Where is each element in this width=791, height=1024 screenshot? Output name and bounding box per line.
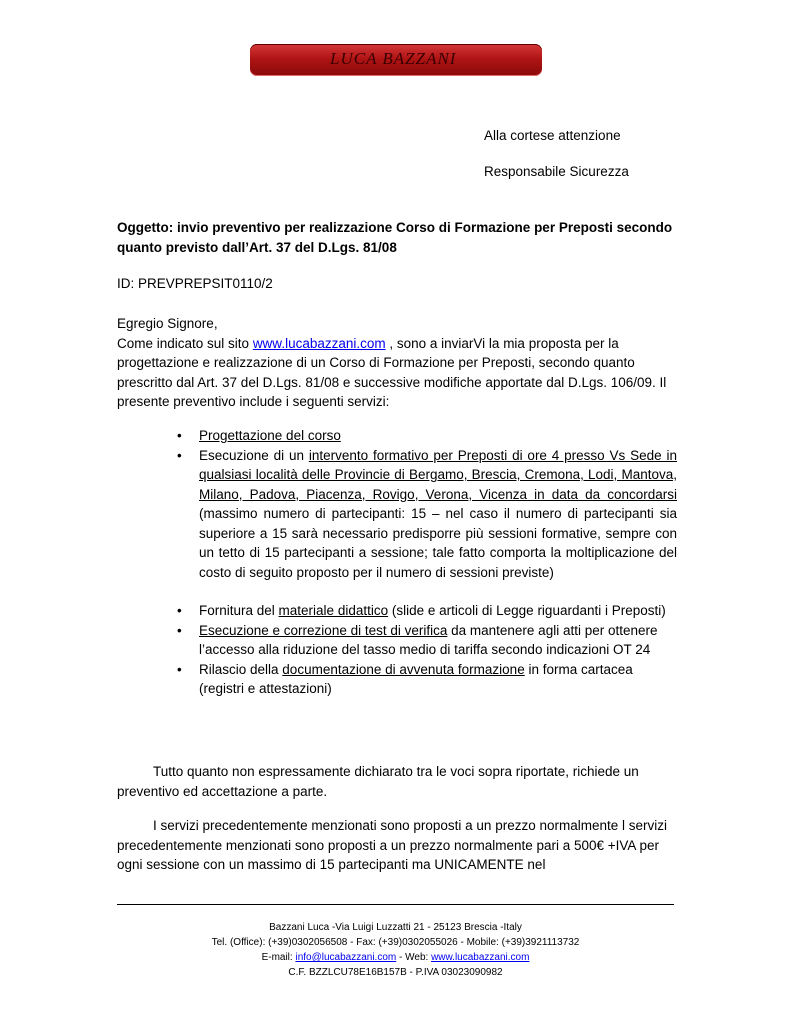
bullet-icon: • [177, 447, 182, 463]
bullet-icon: • [177, 603, 182, 618]
list-item [117, 660, 677, 699]
list-item-text: (slide e articoli di Legge riguardanti i Preposti) [388, 603, 666, 618]
intro-paragraph [117, 314, 677, 412]
email-link[interactable]: info@lucabazzani.com [295, 952, 397, 963]
footer-email-label: E-mail: [261, 952, 296, 963]
list-item-underlined: Esecuzione e correzione di test di verifica [199, 622, 448, 638]
footer-address: Bazzani Luca -Via Luigi Luzzatti 21 - 25123 Brescia -Italy [269, 922, 522, 933]
intro-text [117, 334, 677, 412]
document-id: ID: PREVPREPSIT0110/2 [117, 276, 273, 291]
extra-services-paragraph: Tutto quanto non espressamente dichiarato tra le voci sopra riportate, richiede un preventivo ed accettazione a parte. [117, 764, 639, 799]
intro-before-link: Come indicato sul sito [117, 335, 253, 351]
bullet-icon: • [177, 622, 182, 638]
intro-after-link: , sono a inviarVi la mia proposta per la progettazione e realizzazione di un Corso di Formazione per Preposti, secondo quanto prescritto dal Art. 37 del D.Lgs. 81/08 e successive modifiche apportate dal D.Lgs. 106/09. Il presente preventivo include i seguenti servizi: [117, 335, 667, 409]
list-item-text: Fornitura del [199, 603, 279, 618]
list-item-underlined: Progettazione del corso [199, 428, 341, 443]
list-item-text: in forma cartacea (registri e attestazioni) [199, 661, 633, 696]
footer-website-link[interactable]: www.lucabazzani.com [431, 952, 530, 963]
bullet-icon: • [177, 428, 182, 443]
list-item [117, 446, 677, 583]
footer-tax-codes: C.F. BZZLCU78E16B157B - P.IVA 03023090982 [288, 967, 503, 978]
logo-text: LUCA BAZZANI [330, 49, 457, 68]
recipient-line-2: Responsabile Sicurezza [484, 164, 629, 179]
list-item-underlined: materiale didattico [278, 603, 389, 618]
list-item-text: Rilascio della [199, 661, 283, 677]
list-item-text: da mantenere agli atti per ottenere l’accesso alla riduzione del tasso medio di tariffa secondo indicazioni OT 24 [199, 622, 658, 657]
bullet-icon: • [177, 661, 182, 677]
recipient-line-1: Alla cortese attenzione [484, 128, 621, 143]
list-item [117, 601, 677, 621]
footer [117, 920, 674, 980]
logo-banner [250, 44, 542, 76]
list-item-underlined: intervento formativo per Preposti di ore 4 presso Vs Sede in qualsiasi località delle Provincie di Bergamo, Brescia, Cremona, Lodi, Mantova, Milano, Padova, Piacenza, Rovigo, Verona, Vicenza in data da concordarsi [199, 447, 677, 502]
list-item [117, 426, 677, 446]
website-link[interactable]: www.lucabazzani.com [252, 335, 386, 351]
subject-line: Oggetto: invio preventivo per realizzazione Corso di Formazione per Preposti secondo quanto previsto dall’Art. 37 del D.Lgs. 81/08 [117, 220, 673, 255]
list-item-underlined: documentazione di avvenuta formazione [282, 661, 525, 677]
footer-web-label: - Web: [396, 952, 432, 963]
footer-divider [117, 904, 674, 905]
footer-phones: Tel. (Office): (+39)0302056508 - Fax: (+39)0302055026 - Mobile: (+39)3921113732 [211, 937, 580, 948]
list-item-text: Esecuzione di un [199, 447, 309, 463]
services-list [117, 426, 677, 699]
greeting: Egregio Signore, [117, 316, 218, 331]
list-item-text: (massimo numero di partecipanti: 15 – nel caso il numero di partecipanti sia superiore a 15 sarà necessario predisporre più sessioni formative, sempre con un tetto di 15 partecipanti a sessione; tale fatto comporta la moltiplicazione del costo di seguito proposto per il numero di sessioni previste) [199, 506, 677, 580]
list-item [117, 621, 677, 660]
price-paragraph: I servizi precedentemente menzionati sono proposti a un prezzo normalmente l servizi precedentemente menzionati sono proposti a un prezzo normalmente pari a 500€ +IVA per ogni sessione con un massimo di 15 partecipanti ma UNICAMENTE nel [117, 818, 668, 872]
footer-contacts [117, 950, 674, 965]
